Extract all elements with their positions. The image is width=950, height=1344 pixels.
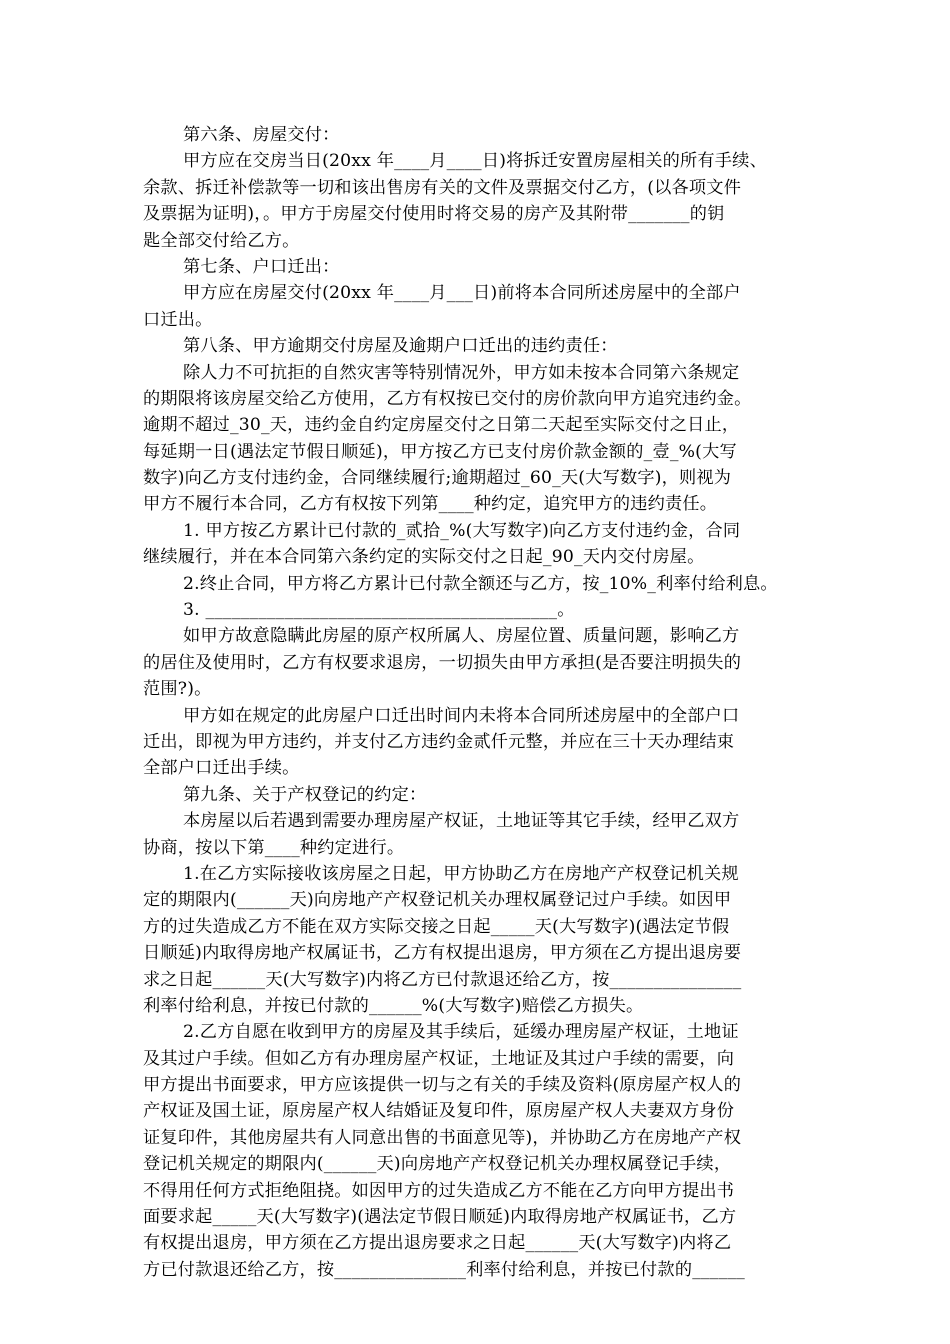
text-line: 的期限将该房屋交给乙方使用，乙方有权按已交付的房价款向甲方追究违约金。: [143, 388, 752, 409]
text-line: 甲方应在交房当日(20xx 年____月____日)将拆迁安置房屋相关的所有手续、: [183, 151, 767, 172]
text-line: 方已付款退还给乙方，按_______________利率付给利息，并按已付款的______: [143, 1259, 745, 1280]
text-line: 不得用任何方式拒绝阻挠。如因甲方的过失造成乙方不能在乙方向甲方提出书: [143, 1180, 735, 1201]
text-line: 面要求起_____天(大写数字)(遇法定节假日顺延)内取得房地产权属证书，乙方: [143, 1207, 737, 1228]
text-line: 逾期不超过_30_天，违约金自约定房屋交付之日第二天起至实际交付之日止，: [143, 415, 740, 436]
text-line: 日顺延)内取得房地产权属证书，乙方有权提出退房，甲方须在乙方提出退房要: [143, 943, 742, 964]
text-line: 范围?)。: [143, 679, 212, 700]
text-line: 甲方提出书面要求，甲方应该提供一切与之有关的手续及资料(原房屋产权人的: [143, 1075, 742, 1096]
text-line: 第七条、户口迁出：: [183, 256, 340, 277]
text-line: 甲方应在房屋交付(20xx 年____月___日)前将本合同所述房屋中的全部户: [183, 283, 741, 304]
text-line: 数字)向乙方支付违约金，合同继续履行;逾期超过_60_天(大写数字)，则视为: [143, 468, 732, 489]
text-line: 证复印件，其他房屋共有人同意出售的书面意见等)，并协助乙方在房地产产权: [143, 1127, 742, 1148]
text-line: 协商，按以下第____种约定进行。: [143, 837, 405, 858]
text-line: 迁出，即视为甲方违约，并支付乙方违约金贰仟元整，并应在三十天办理结束: [143, 731, 735, 752]
text-line: 登记机关规定的期限内(______天)向房地产产权登记机关办理权属登记手续，: [143, 1154, 732, 1175]
text-line: 甲方如在规定的此房屋户口迁出时间内未将本合同所述房屋中的全部户口: [183, 705, 740, 726]
text-line: 甲方不履行本合同，乙方有权按下列第____种约定，追究甲方的违约责任。: [143, 494, 718, 515]
text-line: 及其过户手续。但如乙方有办理房屋产权证，土地证及其过户手续的需要，向: [143, 1048, 735, 1069]
text-line: 余款、拆迁补偿款等一切和该出售房有关的文件及票据交付乙方，(以各项文件: [143, 177, 742, 198]
text-line: 的居住及使用时，乙方有权要求退房，一切损失由甲方承担(是否要注明损失的: [143, 652, 742, 673]
text-line: 利率付给利息，并按已付款的______%(大写数字)赔偿乙方损失。: [143, 995, 644, 1016]
text-line: 1. 甲方按乙方累计已付款的_贰拾_%(大写数字)向乙方支付违约金，合同: [183, 520, 741, 541]
text-line: 2.乙方自愿在收到甲方的房屋及其手续后，延缓办理房屋产权证，土地证: [183, 1022, 739, 1043]
text-line: 2.终止合同，甲方将乙方累计已付款全额还与乙方，按_10%_利率付给利息。: [183, 573, 778, 594]
text-line: 产权证及国土证，原房屋产权人结婚证及复印件，原房屋产权人夫妻双方身份: [143, 1101, 735, 1122]
text-line: 匙全部交付给乙方。: [143, 230, 300, 251]
text-line: 本房屋以后若遇到需要办理房屋产权证，土地证等其它手续，经甲乙双方: [183, 811, 740, 832]
text-line: 定的期限内(______天)向房地产产权登记机关办理权属登记过户手续。如因甲: [143, 890, 732, 911]
text-line: 如甲方故意隐瞒此房屋的原产权所属人、房屋位置、质量问题，影响乙方: [183, 626, 740, 647]
text-line: 1.在乙方实际接收该房屋之日起，甲方协助乙方在房地产产权登记机关规: [183, 863, 739, 884]
text-line: 继续履行，并在本合同第六条约定的实际交付之日起_90_天内交付房屋。: [143, 547, 705, 568]
text-line: 求之日起______天(大写数字)内将乙方已付款退还给乙方，按_______________: [143, 969, 742, 990]
text-line: 3. ________________________________________。: [183, 600, 575, 621]
text-line: 有权提出退房，甲方须在乙方提出退房要求之日起______天(大写数字)内将乙: [143, 1233, 732, 1254]
text-line: 第八条、甲方逾期交付房屋及逾期户口迁出的违约责任：: [183, 336, 618, 357]
text-line: 每延期一日(遇法定节假日顺延)，甲方按乙方已支付房价款金额的_壹_%(大写: [143, 441, 737, 462]
text-line: 及票据为证明)，。甲方于房屋交付使用时将交易的房产及其附带_______的钥: [143, 204, 725, 225]
text-line: 口迁出。: [143, 309, 213, 330]
text-line: 全部户口迁出手续。: [143, 758, 300, 779]
text-line: 第九条、关于产权登记的约定：: [183, 784, 427, 805]
text-line: 第六条、房屋交付：: [183, 125, 340, 145]
text-line: 除人力不可抗拒的自然灾害等特别情况外，甲方如未按本合同第六条规定: [183, 362, 740, 383]
contract-text-body: [143, 122, 823, 1283]
text-line: 方的过失造成乙方不能在双方实际交接之日起_____天(大写数字)(遇法定节假: [143, 916, 730, 937]
